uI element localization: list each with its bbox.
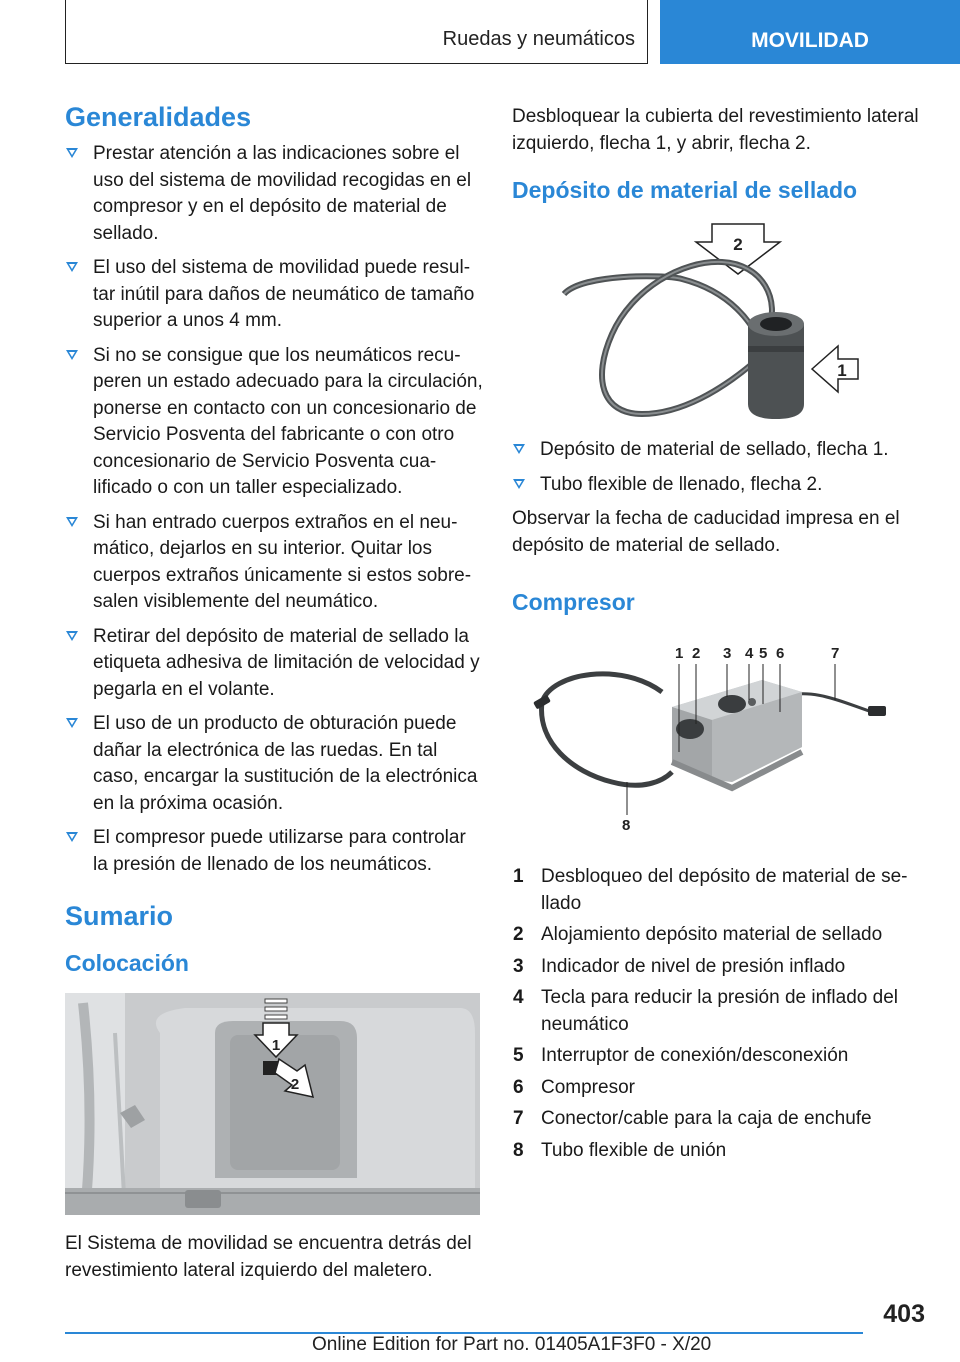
edition-footer: Online Edition for Part no. 01405A1F3F0 - X/20 [312, 1334, 712, 1355]
colocacion-text: El Sistema de movilidad se encuentra detrás del revestimiento lateral izquierdo del maletero. [65, 1233, 472, 1281]
left-column [65, 95, 485, 1284]
legend-item: 6 Compresor [513, 1076, 635, 1098]
header-section-box [65, 0, 648, 64]
sumario-heading: Sumario [65, 901, 174, 931]
generalidades-heading: Generalidades [65, 102, 252, 132]
generalidades-list [65, 141, 485, 878]
legend-item: 4 Tecla para reducir la presión de inflado del neumático [513, 987, 898, 1035]
compresor-legend [512, 864, 922, 1164]
deposito-arrow-label-2: 2 [733, 235, 743, 254]
compresor-label-8: 8 [622, 817, 631, 834]
list-item: Si no se consigue que los neumáticos recu-peren un estado adecuado para la circulación, ponerse en contacto con un concesionario de Servicio Posventa del fabricante o con otro concesionario de Servicio Posventa cua-lificado o con un taller especializado. [65, 343, 485, 502]
triangle-bullet-icon [513, 444, 525, 454]
chapter-tab[interactable]: MOVILIDAD [660, 0, 960, 64]
deposito-note: Observar la fecha de caducidad impresa en el depósito de material de sellado. [512, 508, 900, 556]
list-item: Si han entrado cuerpos extraños en el neu-mático, dejarlos en su interior. Quitar los cuerpos extraños únicamente si estos sobre-salen visiblemente del neumático. [65, 510, 485, 616]
compresor-label-7: 7 [831, 645, 840, 662]
legend-item: 2 Alojamiento depósito material de sellado [513, 924, 883, 945]
compresor-label-1: 1 [675, 645, 684, 662]
trunk-arrow-label-1: 1 [271, 1037, 281, 1054]
compresor-label-3: 3 [723, 645, 732, 662]
list-item: El uso de un producto de obturación puede dañar la electrónica de las ruedas. En tal caso, encargar la sustitución de la electrónica en la próxima ocasión. [65, 711, 485, 817]
triangle-bullet-icon [66, 718, 78, 728]
list-item: Prestar atención a las indicaciones sobre el uso del sistema de movilidad recogidas en el compresor y en el depósito de material de sellado. [65, 141, 485, 247]
compresor-label-5: 5 [759, 645, 768, 662]
compresor-label-2: 2 [692, 645, 701, 662]
deposito-figure [512, 214, 922, 429]
compresor-heading: Compresor [512, 589, 635, 615]
triangle-bullet-icon [66, 832, 78, 842]
legend-item: 3 Indicador de nivel de presión inflado [513, 955, 846, 977]
legend-item: 7 Conector/cable para la caja de enchufe [513, 1108, 872, 1129]
list-item: Tubo flexible de llenado, flecha 2. [512, 472, 922, 499]
page-number: 403 [883, 1300, 925, 1328]
list-item: El uso del sistema de movilidad puede resul-tar inútil para daños de neumático de tamaño superior a unos 4 mm. [65, 255, 485, 335]
deposito-heading: Depósito de material de sellado [512, 177, 858, 203]
intro-text: Desbloquear la cubierta del revestimiento lateral izquierdo, flecha 1, y abrir, flecha 2. [512, 106, 919, 154]
deposito-list [512, 437, 922, 498]
compresor-figure [512, 632, 922, 852]
compresor-label-4: 4 [745, 645, 754, 662]
section-title: Ruedas y neumáticos [442, 28, 635, 50]
right-column [512, 104, 922, 1169]
legend-item: 8 Tubo flexible de unión [513, 1139, 727, 1161]
compresor-label-6: 6 [776, 645, 785, 662]
legend-item: 5 Interruptor de conexión/desconexión [513, 1045, 849, 1066]
trunk-figure [65, 993, 480, 1215]
triangle-bullet-icon [513, 479, 525, 489]
triangle-bullet-icon [66, 262, 78, 272]
legend-item: 1 Desbloqueo del depósito de material de se-llado [513, 866, 908, 914]
triangle-bullet-icon [66, 631, 78, 641]
colocacion-heading: Colocación [65, 950, 189, 976]
triangle-bullet-icon [66, 517, 78, 527]
list-item: Depósito de material de sellado, flecha 1. [512, 437, 922, 464]
triangle-bullet-icon [66, 148, 78, 158]
list-item: Retirar del depósito de material de sellado la etiqueta adhesiva de limitación de velocidad y pegarla en el volante. [65, 624, 485, 704]
deposito-arrow-label-1: 1 [837, 361, 847, 380]
list-item: El compresor puede utilizarse para controlar la presión de llenado de los neumáticos. [65, 825, 485, 878]
triangle-bullet-icon [66, 350, 78, 360]
trunk-arrow-label-2: 2 [290, 1076, 300, 1093]
